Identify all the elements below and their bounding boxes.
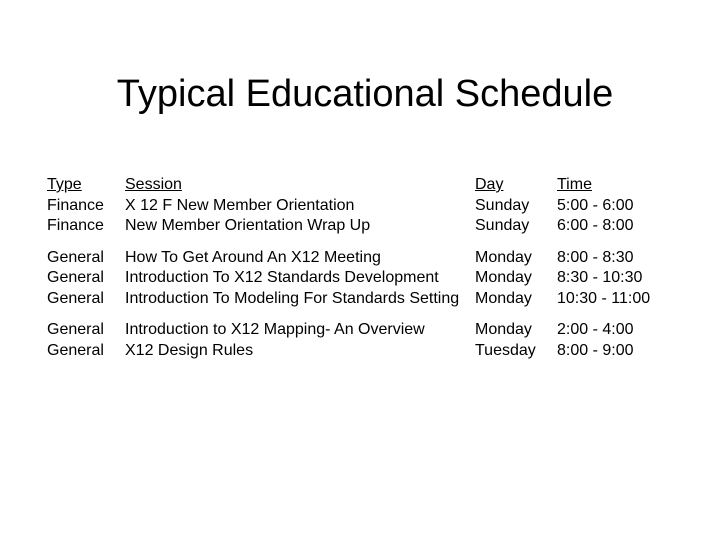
- time-cell: 6:00 - 8:00: [557, 217, 634, 234]
- header-day: Day: [475, 176, 504, 193]
- header-time: Time: [557, 176, 592, 193]
- table-row: [47, 196, 677, 217]
- table-row: [47, 248, 677, 269]
- session-cell: X12 Design Rules: [125, 341, 254, 359]
- schedule-group-finance: [47, 175, 677, 237]
- type-cell: Finance: [47, 217, 104, 234]
- table-row: [47, 341, 677, 362]
- schedule-group-general-afternoon: [47, 320, 677, 361]
- day-cell: Sunday: [475, 217, 530, 234]
- session-cell: Introduction To X12 Standards Development: [125, 269, 439, 286]
- header-type: Type: [47, 176, 82, 193]
- table-row: [47, 320, 677, 341]
- day-cell: Monday: [475, 289, 532, 307]
- session-cell: New Member Orientation Wrap Up: [125, 217, 371, 234]
- header-row: [47, 175, 677, 196]
- type-cell: Finance: [47, 196, 104, 214]
- time-cell: 8:30 - 10:30: [557, 269, 643, 286]
- time-cell: 8:00 - 9:00: [557, 341, 634, 359]
- session-cell: Introduction To Modeling For Standards Setting: [125, 289, 460, 307]
- type-cell: General: [47, 269, 104, 286]
- table-row: [47, 268, 677, 289]
- day-cell: Monday: [475, 269, 532, 286]
- type-cell: General: [47, 248, 104, 266]
- day-cell: Tuesday: [475, 341, 536, 359]
- time-cell: 8:00 - 8:30: [557, 248, 634, 266]
- session-cell: Introduction to X12 Mapping- An Overview: [125, 321, 425, 338]
- day-cell: Monday: [475, 321, 532, 338]
- type-cell: General: [47, 321, 104, 338]
- session-cell: How To Get Around An X12 Meeting: [125, 248, 381, 266]
- time-cell: 2:00 - 4:00: [557, 321, 634, 338]
- type-cell: General: [47, 341, 104, 359]
- page-title: Typical Educational Schedule: [116, 73, 614, 115]
- schedule-group-general-morning: [47, 248, 677, 310]
- schedule-table: [47, 175, 677, 372]
- type-cell: General: [47, 289, 104, 307]
- time-cell: 10:30 - 11:00: [557, 289, 651, 307]
- table-row: [47, 289, 677, 310]
- header-session: Session: [125, 176, 182, 193]
- day-cell: Sunday: [475, 196, 530, 214]
- day-cell: Monday: [475, 248, 532, 266]
- time-cell: 5:00 - 6:00: [557, 196, 634, 214]
- session-cell: X 12 F New Member Orientation: [125, 196, 355, 214]
- table-row: [47, 216, 677, 237]
